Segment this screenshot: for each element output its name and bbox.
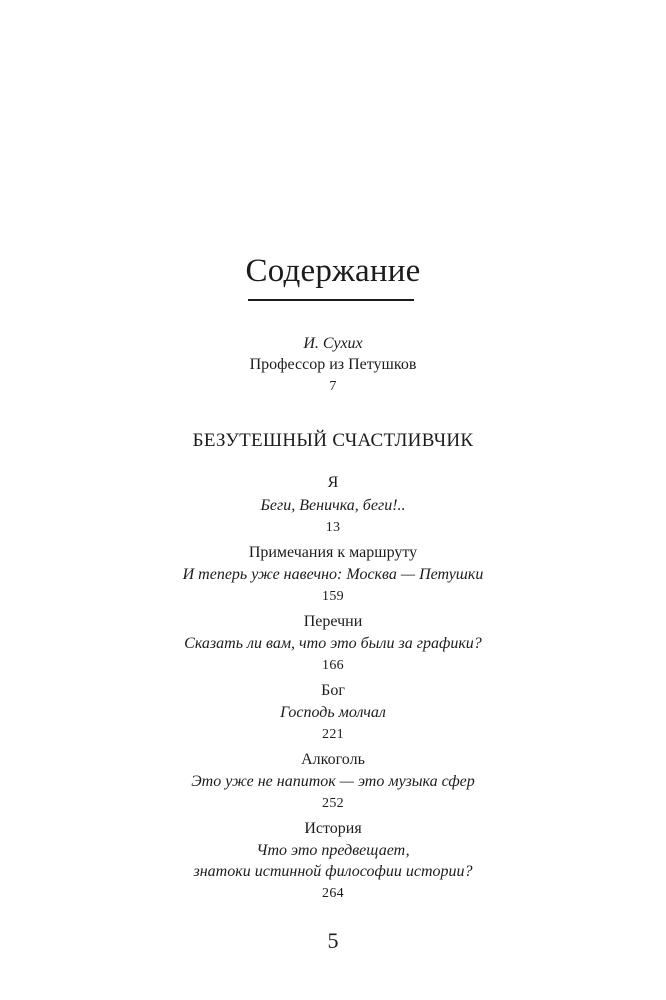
- toc-entry-heading: Я: [327, 474, 339, 491]
- toc-entry-heading: Алкоголь: [301, 751, 365, 768]
- toc-entry-subtitle: Это уже не напиток — это музыка сфер: [191, 773, 475, 790]
- toc-entry-page-number: 264: [322, 886, 344, 901]
- toc-entry-heading: Перечни: [303, 613, 363, 630]
- toc-entry-subtitle: Господь молчал: [280, 704, 386, 721]
- section-heading: БЕЗУТЕШНЫЙ СЧАСТЛИВЧИК: [192, 430, 474, 451]
- intro-author: И. Сухих: [303, 335, 363, 352]
- folio-page-number: 5: [327, 928, 339, 953]
- toc-entry-page-number: 221: [322, 727, 344, 742]
- intro-page-number: 7: [329, 379, 337, 394]
- intro-title: Профессор из Петушков: [249, 356, 417, 373]
- toc-entry-subtitle: Сказать ли вам, что это были за графики?: [184, 635, 482, 652]
- toc-entry-subtitle: Беги, Веничка, беги!..: [260, 497, 406, 514]
- toc-entry-heading: История: [304, 820, 362, 837]
- title-underline: [248, 299, 414, 301]
- toc-entry-page-number: 13: [325, 520, 341, 535]
- toc-entry-subtitle-line: Что это предвещает,: [256, 842, 410, 859]
- toc-entry-subtitle-line: знатоки истинной философии истории?: [193, 863, 473, 880]
- page-title: Содержание: [245, 253, 421, 289]
- toc-entry-page-number: 166: [322, 658, 344, 673]
- toc-entry-heading: Бог: [321, 682, 345, 699]
- toc-entry-page-number: 159: [322, 589, 344, 604]
- toc-entry-heading: Примечания к маршруту: [248, 544, 418, 561]
- toc-entry-subtitle: И теперь уже навечно: Москва — Петушки: [182, 566, 484, 583]
- toc-entry-page-number: 252: [322, 796, 344, 811]
